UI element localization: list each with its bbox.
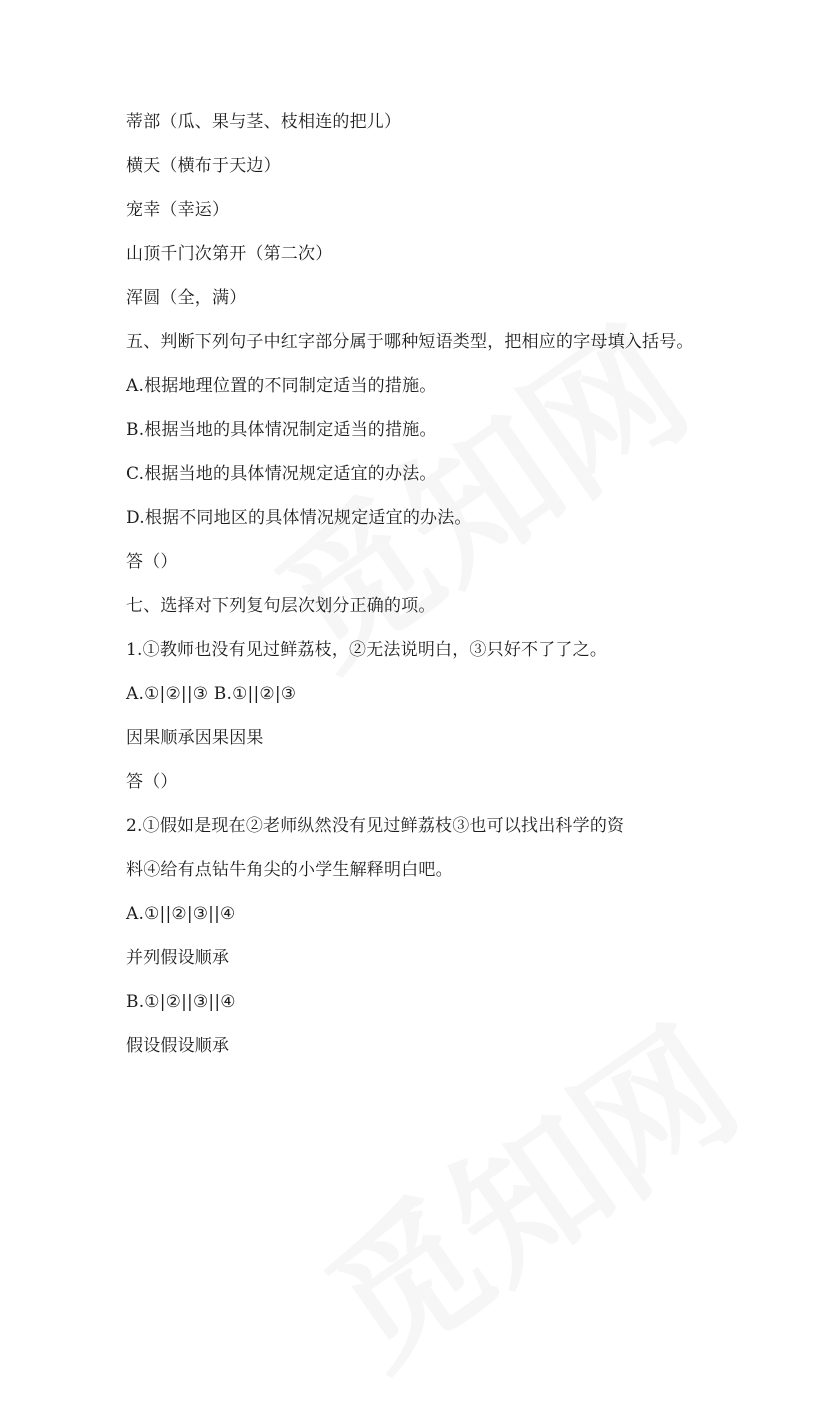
section-heading: 五、判断下列句子中红字部分属于哪种短语类型，把相应的字母填入括号。	[126, 332, 694, 352]
option-line: A.根据地理位置的不同制定适当的措施。	[126, 376, 437, 396]
option-line: B.①|②||③||④	[126, 992, 236, 1012]
answer-line: 答（）	[126, 772, 178, 792]
option-line: D.根据不同地区的具体情况规定适宜的办法。	[126, 508, 472, 528]
text-line: 宠幸（幸运）	[126, 200, 230, 220]
option-line: A.①|②||③ B.①||②|③	[126, 684, 297, 704]
text-line: 山顶千门次第开（第二次）	[126, 244, 333, 264]
option-line: C.根据当地的具体情况规定适宜的办法。	[126, 464, 437, 484]
section-heading: 七、选择对下列复句层次划分正确的项。	[126, 596, 436, 616]
question-line: 1.①教师也没有见过鲜荔枝，②无法说明白，③只好不了了之。	[126, 640, 608, 660]
text-line: 横天（横布于天边）	[126, 156, 281, 176]
option-line: B.根据当地的具体情况制定适当的措施。	[126, 420, 437, 440]
option-line: A.①||②|③||④	[126, 904, 236, 924]
text-line: 并列假设顺承	[126, 948, 230, 968]
text-line: 假设假设顺承	[126, 1036, 230, 1056]
text-line: 因果顺承因果因果	[126, 728, 264, 748]
watermark-lower	[279, 970, 772, 1405]
text-line: 浑圆（全，满）	[126, 288, 247, 308]
question-line: 2.①假如是现在②老师纵然没有见过鲜荔枝③也可以找出科学的资	[126, 816, 625, 836]
question-line-continued: 料④给有点钻牛角尖的小学生解释明白吧。	[126, 860, 453, 880]
text-line: 蒂部（瓜、果与茎、枝相连的把儿）	[126, 112, 402, 132]
answer-line: 答（）	[126, 552, 178, 572]
